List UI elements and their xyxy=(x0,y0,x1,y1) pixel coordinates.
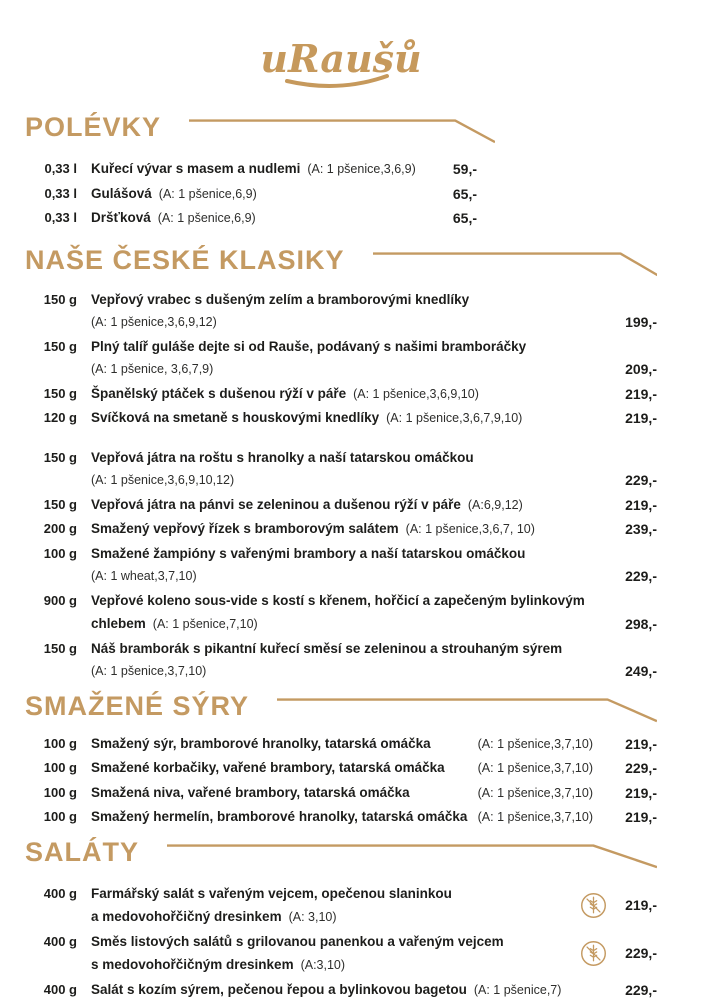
item-allergens: (A: 1 pšenice,3,7,10) xyxy=(477,736,593,751)
item-allergens: (A: 1 wheat,3,7,10) xyxy=(91,569,197,583)
item-amount: 900 g xyxy=(43,592,77,608)
item-amount: 0,33 l xyxy=(44,210,77,225)
menu-section-salaty xyxy=(25,837,657,1000)
item-amount: 120 g xyxy=(43,410,77,425)
item-line xyxy=(91,182,427,207)
item-name: Smažená niva, vařené brambory, tatarská omáčka xyxy=(91,784,410,800)
item-allergens: (A:3,10) xyxy=(300,958,346,972)
item-amount: 400 g xyxy=(43,981,77,997)
item-line xyxy=(91,905,572,930)
menu-item xyxy=(25,781,657,806)
item-name: Farmářský salát s vařeným vejcem, opečenou slaninkou xyxy=(91,885,452,901)
item-body xyxy=(91,732,607,757)
menu-item xyxy=(25,335,657,382)
item-allergens: (A: 1 pšenice,3,7,10) xyxy=(91,664,207,678)
section-items xyxy=(25,882,657,1000)
item-name: Vepřové koleno sous-vide s kostí s křenem, hořčicí a zapečeným bylinkovým xyxy=(91,592,585,608)
item-price-block xyxy=(615,542,657,589)
item-price-block xyxy=(615,978,657,1000)
item-name: Vepřová játra na roštu s hranolky a naší tatarskou omáčkou xyxy=(91,449,474,465)
section-rule-line xyxy=(189,114,495,144)
gluten-free-icon xyxy=(580,892,607,919)
item-allergens: (A: 1 pšenice, 3,6,7,9) xyxy=(91,362,214,376)
item-price-block xyxy=(615,805,657,830)
item-line xyxy=(91,406,607,431)
section-rule xyxy=(373,247,657,277)
item-price-block xyxy=(615,493,657,518)
menu-item xyxy=(25,182,657,207)
item-allergens: (A: 1 pšenice,6,9) xyxy=(157,211,256,225)
item-price-block xyxy=(615,382,657,407)
gluten-free-icon-wrap xyxy=(580,892,607,919)
menu-item xyxy=(25,446,657,493)
item-body xyxy=(91,288,607,335)
item-line xyxy=(91,335,607,359)
section-items xyxy=(25,732,657,830)
item-price-block xyxy=(580,882,657,930)
item-line xyxy=(91,446,607,470)
item-line xyxy=(91,542,607,566)
menu-item xyxy=(25,288,657,335)
menu-item xyxy=(25,542,657,589)
section-heading-row xyxy=(25,112,657,144)
item-name: Smažený hermelín, bramborové hranolky, tatarská omáčka xyxy=(91,809,468,824)
item-name: Gulášová xyxy=(91,185,152,201)
menu-item xyxy=(25,517,657,542)
item-body xyxy=(91,930,572,978)
item-body xyxy=(91,382,607,407)
item-line xyxy=(91,382,607,407)
item-line xyxy=(91,565,607,589)
item-price-block xyxy=(615,756,657,781)
item-amount: 400 g xyxy=(43,933,77,949)
item-price-block xyxy=(615,781,657,806)
item-body xyxy=(91,517,607,542)
item-line xyxy=(91,288,607,312)
item-line xyxy=(91,311,607,335)
item-price: 229,- xyxy=(625,760,657,776)
item-allergens: (A: 1 pšenice,3,7,10) xyxy=(477,785,593,800)
menu-item xyxy=(25,978,657,1000)
item-amount: 150 g xyxy=(43,640,77,656)
item-price: 249,- xyxy=(625,663,657,679)
item-price: 219,- xyxy=(625,784,657,801)
item-price-block xyxy=(435,157,477,182)
item-price-block xyxy=(615,637,657,684)
restaurant-logo-text: uRaušů xyxy=(260,36,422,81)
item-line xyxy=(91,589,607,613)
section-rule xyxy=(167,839,657,869)
item-allergens: (A: 1 pšenice,3,6,7,9,10) xyxy=(386,411,523,425)
item-amount: 150 g xyxy=(43,385,77,401)
item-body xyxy=(91,335,607,382)
item-name: Dršťková xyxy=(91,210,151,225)
item-body xyxy=(91,882,572,930)
item-price: 229,- xyxy=(625,981,657,998)
item-amount: 0,33 l xyxy=(44,185,77,201)
item-name: Smažený vepřový řízek s bramborovým salátem xyxy=(91,521,399,536)
item-name: Smažený sýr, bramborové hranolky, tatarská omáčka xyxy=(91,735,431,751)
item-allergens: (A:6,9,12) xyxy=(467,497,523,512)
menu-sections xyxy=(25,112,657,1000)
section-items xyxy=(25,157,657,231)
item-name: Směs listových salátů s grilovanou panenkou a vařeným vejcem xyxy=(91,933,504,949)
menu-item xyxy=(25,756,657,781)
item-price: 59,- xyxy=(452,161,477,177)
item-line xyxy=(91,157,427,182)
item-price: 229,- xyxy=(625,944,657,961)
item-price-block xyxy=(435,206,477,231)
restaurant-logo-icon xyxy=(253,30,429,96)
item-price-block xyxy=(615,589,657,637)
gluten-free-icon-wrap xyxy=(580,940,607,967)
item-price-block xyxy=(615,517,657,542)
item-allergens: (A: 1 pšenice,6,9) xyxy=(158,186,257,201)
menu-item xyxy=(25,493,657,518)
item-name: Smažené žampióny s vařenými brambory a naší tatarskou omáčkou xyxy=(91,545,526,561)
item-allergens: (A: 1 pšenice,3,6,9,10,12) xyxy=(91,473,235,487)
section-heading-row xyxy=(25,837,657,869)
item-price-block xyxy=(615,288,657,335)
menu-item xyxy=(25,930,657,978)
section-rule-line xyxy=(277,693,657,723)
menu-item xyxy=(25,637,657,684)
item-body xyxy=(91,589,607,637)
section-rule-line xyxy=(167,839,657,869)
item-line xyxy=(91,805,607,830)
item-line xyxy=(91,206,427,231)
item-name: Vepřový vrabec s dušeným zelím a bramborovými knedlíky xyxy=(91,291,470,307)
item-name: Svíčková na smetaně s houskovými knedlíky xyxy=(91,410,380,425)
section-rule xyxy=(277,693,657,723)
menu-item xyxy=(25,382,657,407)
menu-item xyxy=(25,406,657,431)
item-line xyxy=(91,930,572,954)
menu-item xyxy=(25,589,657,637)
menu-item xyxy=(25,805,657,830)
menu-section-klasiky xyxy=(25,245,657,684)
item-body xyxy=(91,446,607,493)
item-price: 229,- xyxy=(625,472,657,488)
section-title: SMAŽENÉ SÝRY xyxy=(25,690,250,721)
item-amount: 150 g xyxy=(43,449,77,465)
item-line xyxy=(91,637,607,661)
item-amount: 150 g xyxy=(43,338,77,354)
item-body xyxy=(91,781,607,806)
item-body xyxy=(91,157,427,182)
item-name: Smažené korbačiky, vařené brambory, tatarská omáčka xyxy=(91,760,445,775)
item-body xyxy=(91,406,607,431)
item-price: 199,- xyxy=(625,314,657,330)
section-rule xyxy=(189,114,495,144)
item-price-block xyxy=(615,446,657,493)
item-price: 65,- xyxy=(452,210,477,226)
section-title: NAŠE ČESKÉ KLASIKY xyxy=(25,244,345,275)
item-body xyxy=(91,756,607,781)
item-price-block xyxy=(615,732,657,757)
item-price: 219,- xyxy=(625,735,657,752)
item-body xyxy=(91,206,427,231)
item-amount: 150 g xyxy=(43,291,77,307)
item-allergens: (A: 1 pšenice,7) xyxy=(473,982,562,997)
item-line xyxy=(91,517,607,542)
item-body xyxy=(91,637,607,684)
item-line xyxy=(91,358,607,382)
item-body xyxy=(91,978,607,1000)
item-price-block xyxy=(580,930,657,978)
item-name: Plný talíř guláše dejte si od Rauše, podávaný s našimi bramboráčky xyxy=(91,338,527,354)
item-line xyxy=(91,732,607,757)
item-line xyxy=(91,781,607,806)
item-name: Salát s kozím sýrem, pečenou řepou a bylinkovou bagetou xyxy=(91,981,467,997)
section-rule-line xyxy=(373,247,657,277)
section-heading-row xyxy=(25,245,657,277)
item-amount: 400 g xyxy=(43,885,77,901)
item-price-block xyxy=(615,406,657,431)
item-amount: 100 g xyxy=(43,545,77,561)
item-line xyxy=(91,978,607,1000)
item-line xyxy=(91,882,572,906)
item-amount: 100 g xyxy=(43,760,77,775)
section-items xyxy=(25,288,657,684)
section-title: SALÁTY xyxy=(25,836,139,867)
item-amount: 0,33 l xyxy=(44,161,77,176)
item-allergens: (A: 1 pšenice,3,6,9) xyxy=(307,162,416,176)
menu-item xyxy=(25,157,657,182)
item-amount: 100 g xyxy=(43,784,77,800)
item-allergens: (A: 1 pšenice,3,6,7, 10) xyxy=(405,522,535,536)
item-amount: 150 g xyxy=(43,496,77,512)
item-line xyxy=(91,493,607,518)
item-line xyxy=(91,953,572,978)
item-line xyxy=(91,612,607,637)
item-allergens: (A: 1 pšenice,3,6,9,10) xyxy=(353,386,479,401)
item-price-block xyxy=(435,182,477,207)
item-price: 298,- xyxy=(625,616,657,632)
menu-item xyxy=(25,206,657,231)
item-allergens: (A: 1 pšenice,3,7,10) xyxy=(477,810,593,824)
item-name: Vepřová játra na pánvi se zeleninou a dušenou rýží v páře xyxy=(91,496,461,512)
item-allergens: (A: 1 pšenice,7,10) xyxy=(152,617,258,631)
item-allergens: (A: 3,10) xyxy=(288,910,337,924)
item-name: s medovohořčičným dresinkem xyxy=(91,957,294,972)
item-price: 209,- xyxy=(625,361,657,377)
item-body xyxy=(91,805,607,830)
item-price: 65,- xyxy=(452,185,477,202)
item-amount: 200 g xyxy=(43,521,77,536)
item-line xyxy=(91,660,607,684)
item-name: chlebem xyxy=(91,616,146,631)
item-allergens: (A: 1 pšenice,3,6,9,12) xyxy=(91,315,217,329)
menu-item xyxy=(25,882,657,930)
item-price: 229,- xyxy=(625,568,657,584)
section-heading-row xyxy=(25,691,657,723)
item-line xyxy=(91,756,607,781)
item-body xyxy=(91,182,427,207)
item-price: 219,- xyxy=(625,809,657,825)
restaurant-logo xyxy=(25,30,657,96)
item-name: a medovohořčičný dresinkem xyxy=(91,909,282,924)
menu-section-polevky xyxy=(25,112,657,231)
section-title: POLÉVKY xyxy=(25,112,162,142)
item-price-block xyxy=(615,335,657,382)
item-body xyxy=(91,493,607,518)
item-allergens: (A: 1 pšenice,3,7,10) xyxy=(477,761,593,775)
item-price: 219,- xyxy=(625,896,657,913)
item-amount: 100 g xyxy=(43,735,77,751)
item-price: 239,- xyxy=(625,521,657,537)
item-price: 219,- xyxy=(625,385,657,402)
gluten-free-icon xyxy=(580,940,607,967)
item-name: Kuřecí vývar s masem a nudlemi xyxy=(91,161,301,176)
item-body xyxy=(91,542,607,589)
item-line xyxy=(91,469,607,493)
menu-section-syry xyxy=(25,691,657,830)
item-price: 219,- xyxy=(625,496,657,513)
item-name: Španělský ptáček s dušenou rýží v páře xyxy=(91,385,347,401)
item-price: 219,- xyxy=(625,410,657,426)
item-name: Náš bramborák s pikantní kuřecí směsí se zeleninou a strouhaným sýrem xyxy=(91,640,563,656)
item-amount: 100 g xyxy=(43,809,77,824)
menu-item xyxy=(25,732,657,757)
